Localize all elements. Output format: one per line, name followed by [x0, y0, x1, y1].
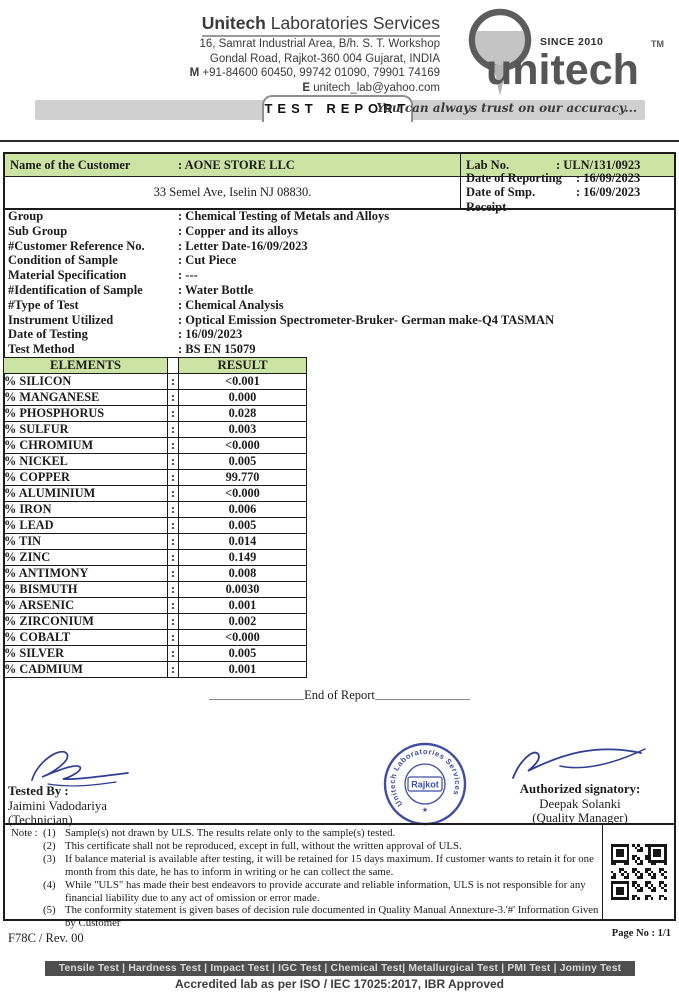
colon-separator: :: [168, 438, 179, 454]
company-name-rest: Laboratories Services: [265, 13, 440, 33]
metadata-label: Material Specification: [8, 268, 127, 283]
result-row: [4, 374, 307, 390]
note-text: If balance material is available after testing, it will be retained for 15 days maximum. If customer wants to retain it for one month from this date, he has to inform in writing or he can collect the same.: [65, 852, 594, 878]
colon-separator: :: [168, 374, 179, 390]
result-row: [4, 422, 307, 438]
result-row: [4, 630, 307, 646]
metadata-value: : Chemical Testing of Metals and Alloys: [178, 209, 390, 223]
element-name: % SILVER: [4, 646, 168, 662]
element-result: 0.006: [179, 502, 307, 518]
customer-address-cell: 33 Semel Ave, Iselin NJ 08830.: [5, 177, 461, 208]
element-name: % MANGANESE: [4, 390, 168, 406]
note-text: Sample(s) not drawn by ULS. The results relate only to the sample(s) tested.: [65, 827, 396, 839]
note-item: [43, 879, 599, 905]
qr-cell: [603, 825, 674, 919]
colon-separator: :: [168, 550, 179, 566]
element-name: % ANTIMONY: [4, 566, 168, 582]
date-row: [466, 171, 674, 186]
date-label: Date of Reporting: [466, 170, 562, 185]
dates-cell: [461, 170, 674, 214]
note-text: While "ULS" has made their best endeavors to provide accurate and reliable information, ULS is not responsible for any financial liability due to any act of omission or error made.: [65, 878, 586, 904]
tested-by-label: Tested By :: [8, 784, 69, 798]
notes-list: [43, 827, 599, 930]
customer-name-value: : AONE STORE LLC: [178, 157, 295, 172]
metadata-row: [8, 313, 668, 328]
authorized-signatory-name: Deepak Solanki: [539, 796, 621, 811]
header-divider: [0, 140, 679, 142]
tested-by-block: [8, 784, 107, 828]
accreditation-text: Accredited lab as per ISO / IEC 17025:2017, IBR Approved: [174, 977, 504, 991]
laboratory-stamp: [383, 742, 467, 826]
note-number: (3): [43, 852, 56, 865]
email-address: unitech_lab@yahoo.com: [310, 81, 440, 94]
element-result: 0.005: [179, 454, 307, 470]
date-label: Date of Smp. Receipt: [466, 185, 536, 214]
lab-no-label: Lab No.: [466, 157, 510, 172]
tests-list-bar: Tensile Test | Hardness Test | Impact Test | IGC Test | Chemical Test| Metallurgical Test | PMI Test | Jominy Test: [45, 961, 635, 976]
result-row: [4, 438, 307, 454]
colon-separator: :: [168, 534, 179, 550]
element-name: % ALUMINIUM: [4, 486, 168, 502]
customer-name-label: Name of the Customer: [10, 157, 131, 172]
note-number: (4): [43, 878, 56, 891]
metadata-label: Instrument Utilized: [8, 312, 114, 327]
colon-separator: :: [168, 662, 179, 678]
result-row: [4, 470, 307, 486]
company-logo: [448, 4, 676, 98]
stamp-star: ★: [421, 806, 429, 814]
element-name: % ZIRCONIUM: [4, 614, 168, 630]
element-result: <0.000: [179, 438, 307, 454]
result-row: [4, 598, 307, 614]
company-name-bold: Unitech: [201, 13, 266, 33]
element-name: % COPPER: [4, 470, 168, 486]
result-row: [4, 662, 307, 678]
tested-by-name: Jaimini Vadodariya: [8, 798, 107, 813]
metadata-row: [8, 239, 668, 254]
trademark-symbol: TM: [651, 39, 664, 49]
content-border-right: [674, 206, 676, 823]
result-row: [4, 646, 307, 662]
end-of-report: [0, 688, 679, 703]
colon-separator: :: [168, 502, 179, 518]
elements-column-header: ELEMENTS: [4, 358, 168, 374]
note-text: The conformity statement is given bases of decision rule documented in Quality Manual Annexture-3.'#' Information Given by Customer: [65, 904, 599, 930]
test-report-title: TEST REPORT: [262, 95, 413, 122]
element-name: % CHROMIUM: [4, 438, 168, 454]
element-name: % BISMUTH: [4, 582, 168, 598]
metadata-label: Condition of Sample: [8, 253, 118, 268]
result-row: [4, 454, 307, 470]
metadata-label: #Customer Reference No.: [8, 238, 145, 253]
metadata-list: [8, 209, 668, 357]
element-result: <0.000: [179, 486, 307, 502]
element-name: % IRON: [4, 502, 168, 518]
colon-separator: :: [168, 422, 179, 438]
element-result: 0.028: [179, 406, 307, 422]
element-result: <0.000: [179, 630, 307, 646]
note-item: [43, 904, 599, 930]
result-column-header: RESULT: [179, 358, 307, 374]
element-result: 0.005: [179, 518, 307, 534]
element-name: % ARSENIC: [4, 598, 168, 614]
company-email: [60, 81, 440, 96]
authorized-signatory-role: (Quality Manager): [532, 811, 628, 825]
end-line-left: [209, 699, 304, 700]
company-address-line1: 16, Samrat Industrial Area, B/h. S. T. Workshop: [199, 38, 440, 50]
element-name: % PHOSPHORUS: [4, 406, 168, 422]
element-result: 0.000: [179, 390, 307, 406]
authorized-signatory-block: [500, 782, 660, 826]
element-result: 0.001: [179, 598, 307, 614]
metadata-label: Group: [8, 209, 44, 223]
element-name: % LEAD: [4, 518, 168, 534]
company-phone: [60, 66, 440, 81]
note-item: [43, 840, 599, 853]
phone-label: M: [189, 67, 200, 79]
colon-separator: :: [168, 486, 179, 502]
metadata-label: Test Method: [8, 342, 75, 357]
element-name: % TIN: [4, 534, 168, 550]
form-number: F78C / Rev. 00: [8, 931, 84, 945]
metadata-row: [8, 224, 668, 239]
element-name: % ZINC: [4, 550, 168, 566]
company-tagline: You can always trust on our accuracy...: [376, 101, 637, 115]
metadata-row: [8, 268, 668, 283]
metadata-label: Date of Testing: [8, 327, 88, 342]
colon-separator: :: [168, 470, 179, 486]
qr-code: [611, 844, 667, 900]
result-row: [4, 550, 307, 566]
result-row: [4, 390, 307, 406]
element-name: % SILICON: [4, 374, 168, 390]
metadata-label: #Identification of Sample: [8, 282, 143, 297]
phone-numbers: +91-84600 60450, 99742 01090, 79901 74169: [199, 67, 440, 79]
colon-separator: :: [168, 390, 179, 406]
result-row: [4, 502, 307, 518]
company-address-line2: Gondal Road, Rajkot-360 004 Gujarat, INDIA: [209, 52, 440, 65]
metadata-value: : BS EN 15079: [178, 342, 256, 357]
colon-separator: :: [168, 518, 179, 534]
customer-name-cell: [5, 154, 461, 176]
notes-prefix: Note :: [11, 827, 38, 839]
result-row: [4, 534, 307, 550]
end-line-right: [375, 699, 470, 700]
lab-no-value: : ULN/131/0923: [556, 157, 641, 172]
email-label: E: [302, 81, 311, 94]
stamp-ring-text: Unitech Laboratories Services: [387, 746, 463, 809]
colon-separator: :: [168, 406, 179, 422]
result-row: [4, 406, 307, 422]
element-name: % SULFUR: [4, 422, 168, 438]
element-result: <0.001: [179, 374, 307, 390]
element-result: 0.014: [179, 534, 307, 550]
note-item: [43, 853, 599, 879]
metadata-value: : Chemical Analysis: [178, 297, 284, 312]
element-result: 99.770: [179, 470, 307, 486]
note-number: (5): [43, 904, 56, 917]
result-row: [4, 614, 307, 630]
authorized-signature: [505, 740, 650, 784]
customer-table: [3, 152, 676, 214]
element-result: 0.149: [179, 550, 307, 566]
result-row: [4, 566, 307, 582]
notes-box: [3, 823, 676, 930]
customer-row-2: [5, 170, 674, 214]
authorized-signatory-label: Authorized signatory:: [519, 782, 641, 796]
tested-by-role: (Technician): [8, 813, 73, 827]
results-table: [3, 357, 307, 678]
logo-wordmark: unitech: [486, 46, 639, 94]
element-result: 0.005: [179, 646, 307, 662]
element-result: 0.003: [179, 422, 307, 438]
metadata-value: : Water Bottle: [178, 282, 254, 297]
colon-separator: :: [168, 630, 179, 646]
notes-cell: [5, 825, 603, 930]
metadata-label: Sub Group: [8, 223, 68, 238]
company-header: [60, 13, 440, 95]
metadata-value: : Cut Piece: [178, 253, 237, 268]
note-number: (1): [43, 827, 56, 839]
element-name: % COBALT: [4, 630, 168, 646]
colon-separator: :: [168, 454, 179, 470]
result-row: [4, 486, 307, 502]
results-header-row: [4, 358, 307, 374]
result-row: [4, 582, 307, 598]
metadata-row: [8, 342, 668, 357]
colon-separator: :: [168, 598, 179, 614]
stamp-center-text: Rajkot: [411, 779, 439, 790]
colon-separator: :: [168, 566, 179, 582]
metadata-row: [8, 283, 668, 298]
element-name: % NICKEL: [4, 454, 168, 470]
colon-separator: :: [168, 582, 179, 598]
colon-separator: :: [168, 614, 179, 630]
end-of-report-text: End of Report: [304, 688, 375, 702]
company-name: [202, 13, 440, 37]
metadata-row: [8, 298, 668, 313]
metadata-value: : ---: [178, 268, 198, 283]
since-text: SINCE 2010: [540, 36, 604, 48]
note-item: [43, 827, 599, 840]
colon-column-header: [168, 358, 179, 374]
element-result: 0.001: [179, 662, 307, 678]
colon-separator: :: [168, 646, 179, 662]
metadata-row: [8, 253, 668, 268]
metadata-value: : Optical Emission Spectrometer-Bruker- German make-Q4 TASMAN: [178, 312, 555, 327]
element-result: 0.008: [179, 566, 307, 582]
metadata-value: : 16/09/2023: [178, 327, 243, 342]
note-text: This certificate shall not be reproduced, except in full, without the written approval of ULS.: [65, 839, 462, 852]
note-number: (2): [43, 839, 56, 852]
metadata-row: [8, 209, 668, 224]
metadata-value: : Letter Date-16/09/2023: [178, 238, 308, 253]
page-number: Page No : 1/1: [611, 928, 671, 939]
result-row: [4, 518, 307, 534]
date-value: : 16/09/2023: [576, 170, 641, 185]
metadata-value: : Copper and its alloys: [178, 223, 298, 238]
element-result: 0.002: [179, 614, 307, 630]
metadata-label: #Type of Test: [8, 297, 79, 312]
date-value: : 16/09/2023: [576, 185, 641, 200]
element-name: % CADMIUM: [4, 662, 168, 678]
element-result: 0.0030: [179, 582, 307, 598]
metadata-row: [8, 327, 668, 342]
